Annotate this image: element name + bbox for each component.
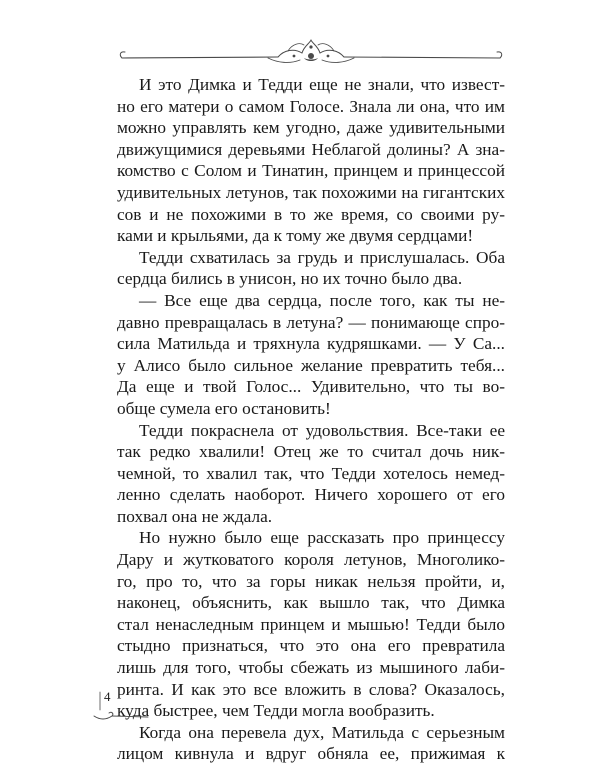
text-line: наконец, объяснить, как вышло так, что Димка xyxy=(117,593,505,613)
text-line: так редко хвалили! Отец же то считал дочь ник- xyxy=(117,442,505,462)
text-line: но его матери о самом Голосе. Знала ли она, что им xyxy=(117,96,505,116)
text-line: удивительных летунов, так похожими на гигантских xyxy=(117,182,505,202)
page-number: 4 xyxy=(104,689,111,704)
text-line: Да еще и твой Голос... Удивительно, что ты во- xyxy=(117,377,505,397)
text-line: давно превращалась в летуна? — понимающе спро- xyxy=(117,312,505,332)
header-ornament-icon xyxy=(118,36,504,70)
text-line: у Алисо было сильное желание превратить тебя... xyxy=(117,355,505,375)
text-line: Тедди покраснела от удовольствия. Все-таки ее xyxy=(139,420,505,440)
text-line: стыдно признаться, что это она его превратила xyxy=(117,636,505,656)
text-line: Когда она перевела дух, Матильда с серьезным xyxy=(139,722,505,742)
text-line: ринта. И как это все вложить в слова? Оказалось, xyxy=(117,679,505,699)
text-line: сила Матильда и тряхнула кудряшками. — У Са... xyxy=(117,334,505,354)
text-line: — Все еще два сердца, после того, как ты не- xyxy=(139,290,505,310)
text-line: Тедди схватилась за грудь и прислушалась. Оба xyxy=(139,247,505,267)
text-line: стал ненаследным принцем и мышью! Тедди было xyxy=(117,614,505,634)
text-line: го, про то, что за горы никак нельзя пройти, и, xyxy=(117,571,505,591)
text-line: чемной, то хвалил так, что Тедди хотелось немед- xyxy=(117,463,505,483)
page-number-flourish-icon xyxy=(90,686,150,726)
text-line: Дару и жутковатого короля летунов, Многолико- xyxy=(117,550,505,570)
text-line: сердца бились в унисон, но их точно было два. xyxy=(117,269,463,289)
text-line: лишь для того, чтобы сбежать из мышиного лаби- xyxy=(117,658,505,678)
body-text xyxy=(117,74,505,765)
text-line: куда быстрее, чем Тедди могла вообразить. xyxy=(117,701,435,721)
text-line: лицом кивнула и вдруг обняла ее, прижимая к xyxy=(117,744,505,764)
text-line: ленно сделать наоборот. Ничего хорошего от его xyxy=(117,485,505,505)
text-line: комство с Солом и Тинатин, принцем и принцессой xyxy=(117,161,505,181)
text-line: движущимися деревьями Неблагой долины? А зна- xyxy=(117,139,505,159)
text-line: ками и крыльями, да к тому же двумя сердцами! xyxy=(117,226,474,246)
text-line: сов и не похожими в то же время, со своими ру- xyxy=(117,204,505,224)
text-line: похвал она не ждала. xyxy=(117,506,273,526)
text-line: можно управлять кем угодно, даже удивительными xyxy=(117,118,505,138)
text-line: Но нужно было еще рассказать про принцессу xyxy=(139,528,505,548)
text-line: обще сумела его остановить! xyxy=(117,398,331,418)
text-line: И это Димка и Тедди еще не знали, что извест- xyxy=(139,75,505,94)
